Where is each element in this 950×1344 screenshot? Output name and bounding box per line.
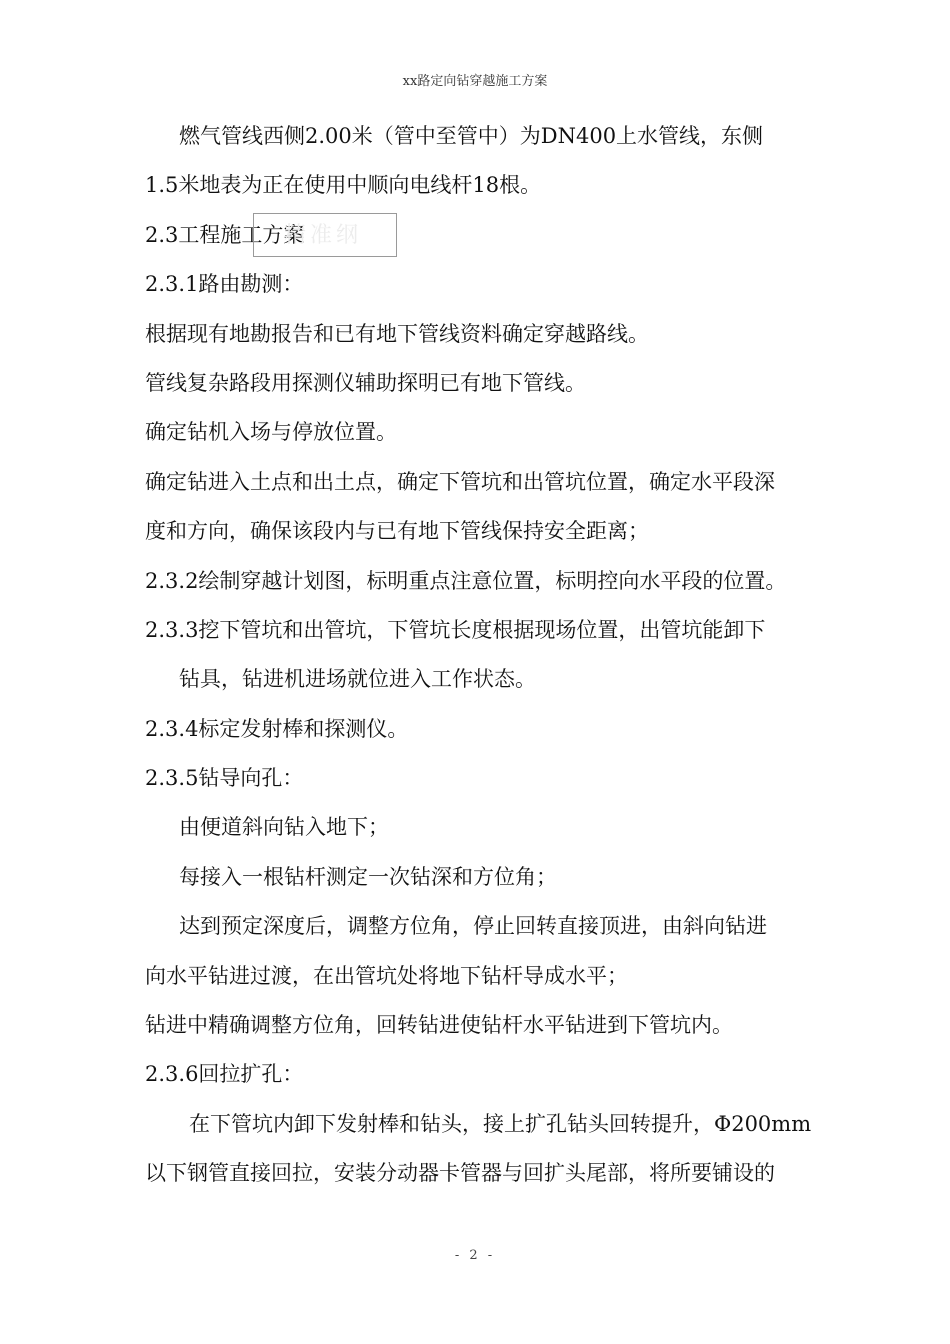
paragraph-line: 每接入一根钻杆测定一次钻深和方位角； bbox=[179, 864, 557, 889]
paragraph-line: 度和方向，确保该段内与已有地下管线保持安全距离； bbox=[145, 519, 649, 544]
page-number: - 2 - bbox=[454, 1248, 496, 1263]
watermark-stamp bbox=[253, 213, 397, 257]
paragraph-line: 管线复杂路段用探测仪辅助探明已有地下管线。 bbox=[145, 370, 586, 395]
page-header: xx路定向钻穿越施工方案 bbox=[402, 74, 548, 89]
paragraph-line: 1.5米地表为正在使用中顺向电线杆18根。 bbox=[145, 173, 542, 198]
paragraph-line: 确定钻机入场与停放位置。 bbox=[145, 420, 397, 445]
watermark-text: 精准纲 bbox=[284, 222, 363, 248]
paragraph-line: 燃气管线西侧2.00米（管中至管中）为DN400上水管线，东侧 bbox=[179, 124, 764, 148]
paragraph-line: 达到预定深度后，调整方位角，停止回转直接顶进，由斜向钻进 bbox=[179, 914, 767, 939]
paragraph-line: 根据现有地勘报告和已有地下管线资料确定穿越路线。 bbox=[145, 321, 649, 346]
paragraph-line: 向水平钻进过渡，在出管坑处将地下钻杆导成水平； bbox=[145, 963, 628, 988]
subsection-heading: 2.3.4标定发射棒和探测仪。 bbox=[145, 716, 409, 741]
subsection-heading: 2.3.2绘制穿越计划图，标明重点注意位置，标明控向水平段的位置。 bbox=[145, 568, 787, 593]
paragraph-line: 钻具，钻进机进场就位进入工作状态。 bbox=[179, 667, 536, 692]
subsection-heading: 2.3.3挖下管坑和出管坑，下管坑长度根据现场位置，出管坑能卸下 bbox=[145, 617, 766, 642]
subsection-heading: 2.3.1路由勘测： bbox=[145, 272, 304, 297]
paragraph-line: 由便道斜向钻入地下； bbox=[179, 815, 389, 840]
paragraph-line: 在下管坑内卸下发射棒和钻头，接上扩孔钻头回转提升，Φ200mm bbox=[189, 1111, 812, 1136]
section-heading bbox=[145, 211, 815, 260]
section-heading-text: 2.3工程施工方案 bbox=[145, 222, 305, 247]
paragraph-line: 钻进中精确调整方位角，回转钻进使钻杆水平钻进到下管坑内。 bbox=[145, 1013, 733, 1038]
subsection-heading: 2.3.5钻导向孔： bbox=[145, 766, 304, 791]
paragraph-line: 以下钢管直接回拉，安装分动器卡管器与回扩头尾部，将所要铺设的 bbox=[145, 1161, 775, 1186]
document-body bbox=[145, 112, 815, 1199]
subsection-heading: 2.3.6回拉扩孔： bbox=[145, 1062, 304, 1087]
section-heading-wrap bbox=[145, 211, 363, 260]
paragraph-line: 确定钻进入土点和出土点，确定下管坑和出管坑位置，确定水平段深 bbox=[145, 469, 775, 494]
